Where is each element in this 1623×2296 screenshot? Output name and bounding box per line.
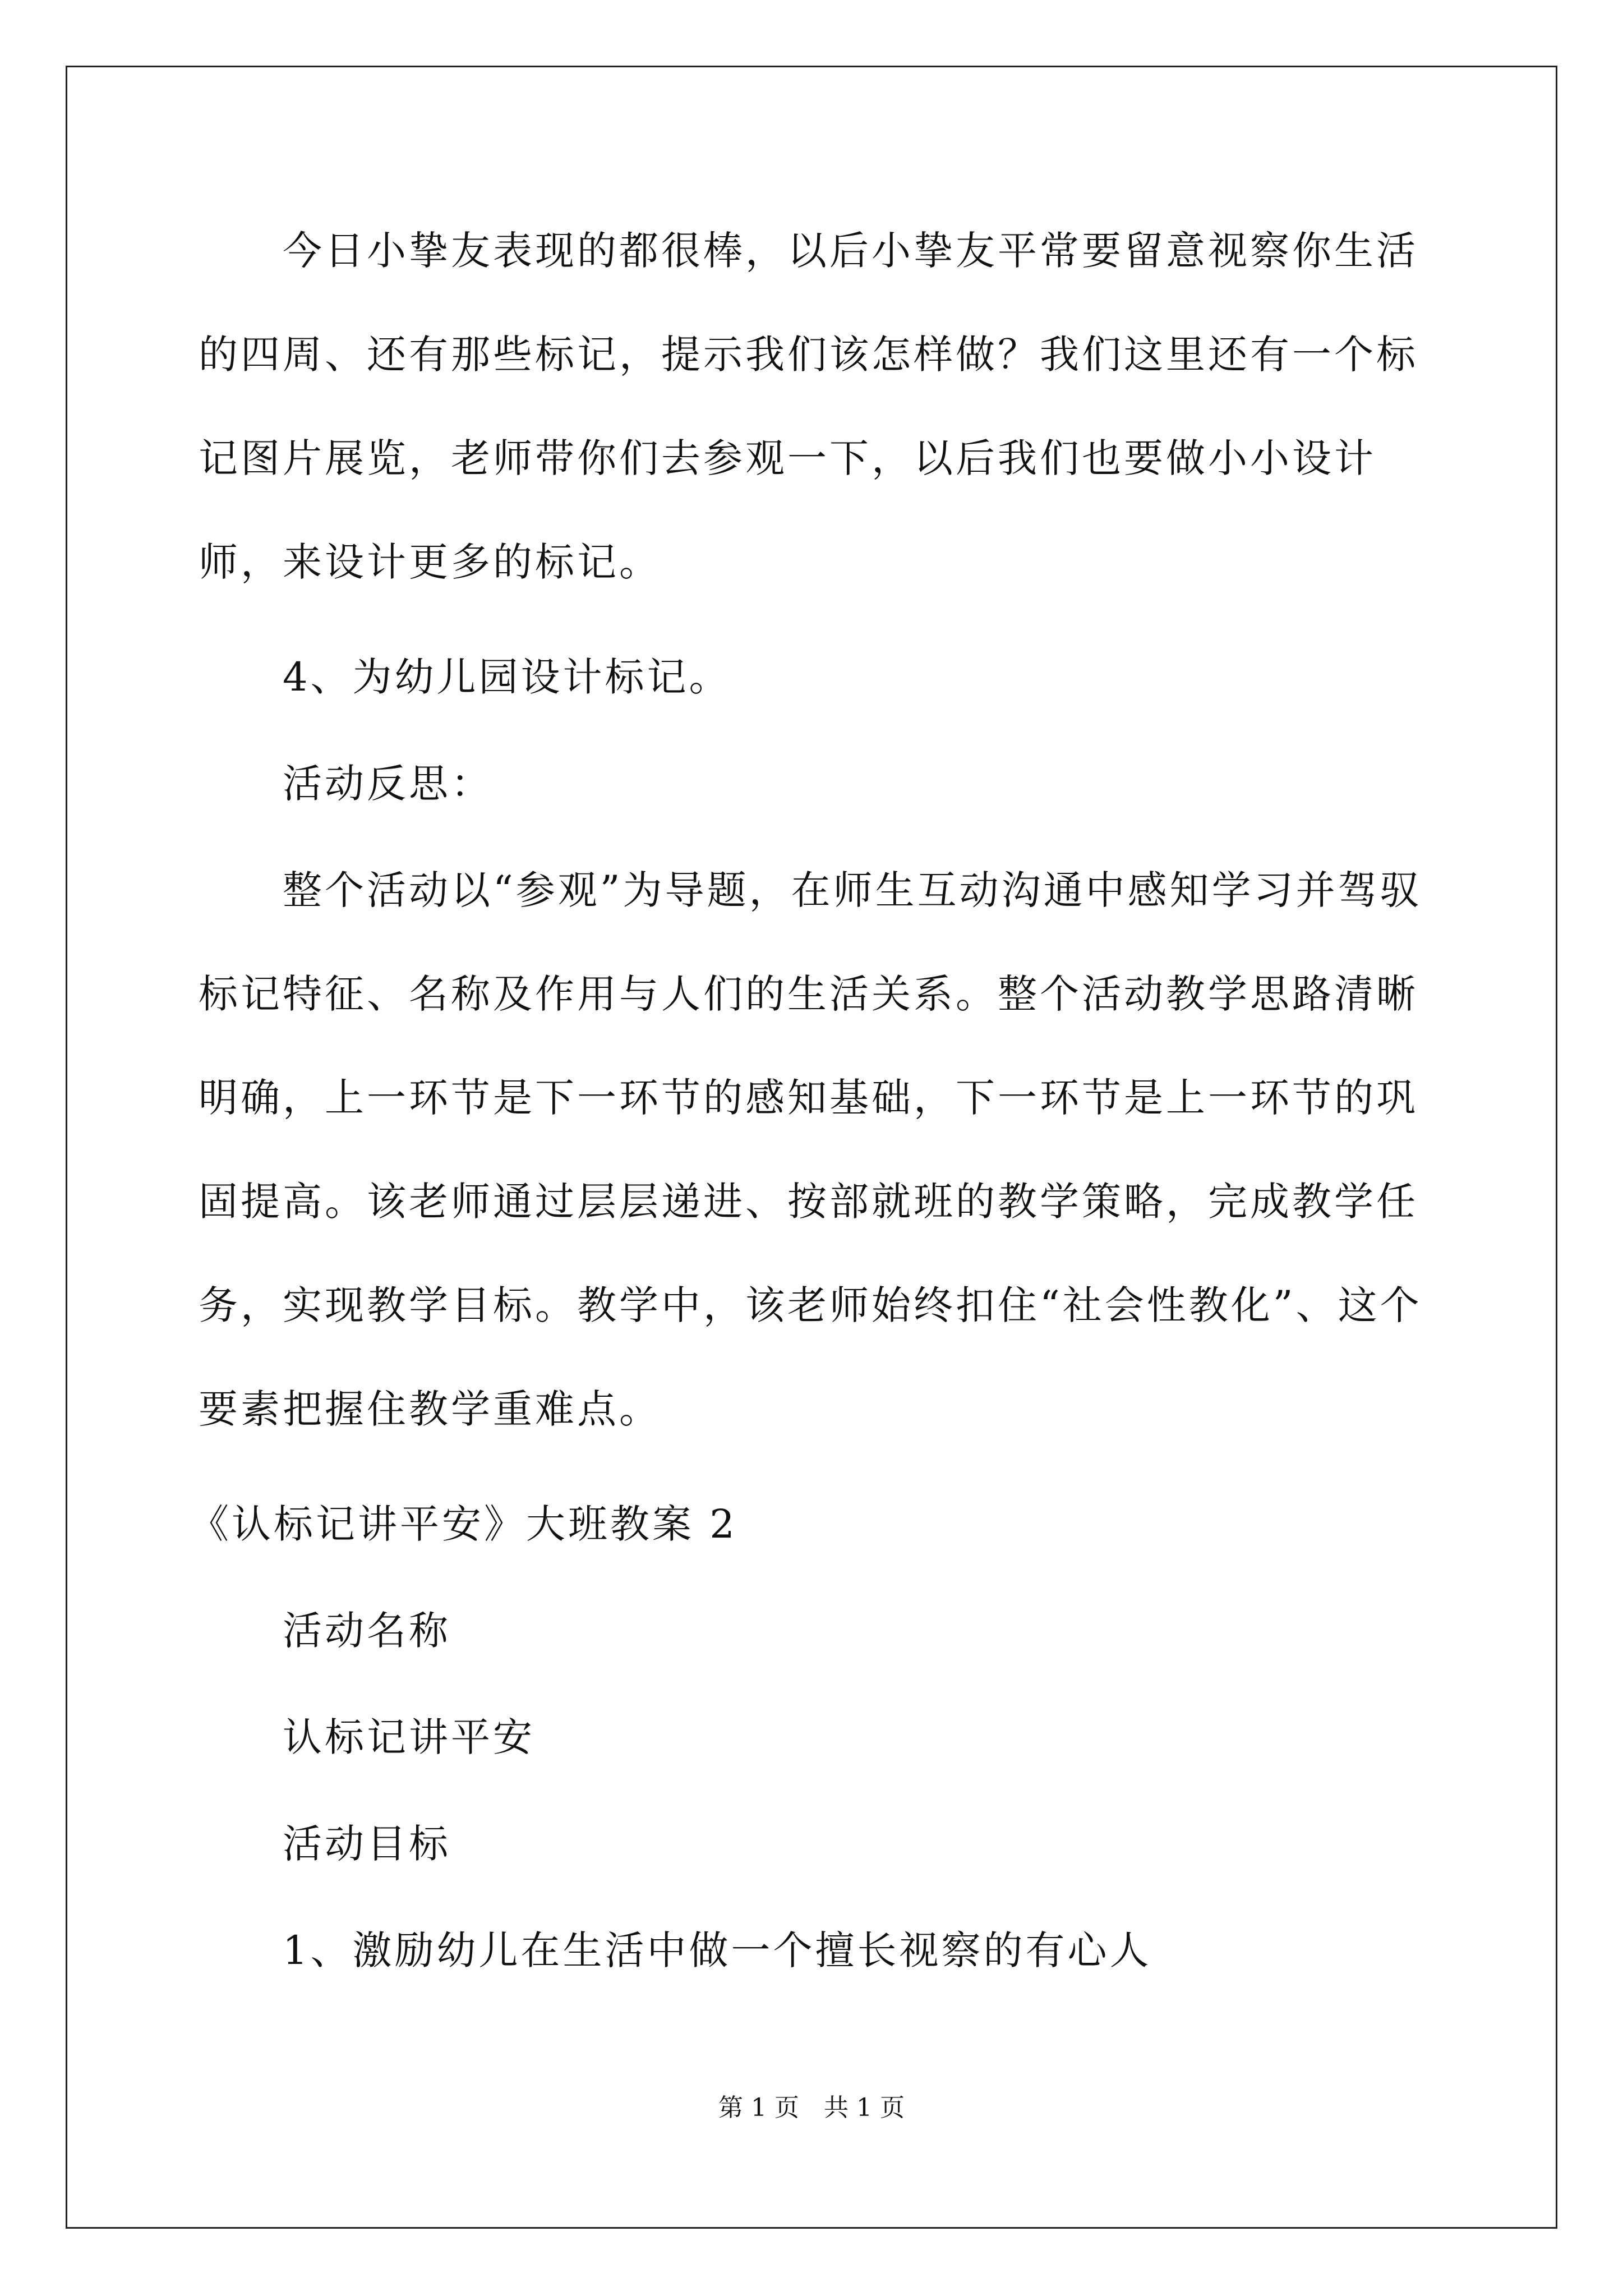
page-footer: 第 1 页 共 1 页	[718, 2093, 905, 2122]
paragraph-reflection-label: 活动反思：	[283, 761, 493, 807]
paragraph-step-4: 4、为幼儿园设计标记。	[283, 654, 731, 700]
section-title: 《认标记讲平安》大班教案 2	[190, 1501, 737, 1547]
paragraph-activity-name-label: 活动名称	[283, 1608, 451, 1654]
paragraph-goal-1: 1、激励幼儿在生活中做一个擅长视察的有心人	[283, 1927, 1152, 1973]
paragraph-intro: 今日小挚友表现的都很棒，以后小挚友平常要留意视察你生活的四周、还有那些标记，提示我们该怎样做？我们这里还有一个标记图片展览，老师带你们去参观一下，以后我们也要做小小设计师，来设计更多的标记。	[199, 228, 1418, 585]
paragraph-activity-name: 认标记讲平安	[283, 1714, 535, 1760]
paragraph-reflection: 整个活动以“参观”为导题，在师生互动沟通中感知学习并驾驭标记特征、名称及作用与人们的生活关系。整个活动教学思路清晰明确，上一环节是下一环节的感知基础，下一环节是上一环节的巩固提高。该老师通过层层递进、按部就班的教学策略，完成教学任务，实现教学目标。教学中，该老师始终扣住“社会性教化”、这个要素把握住教学重难点。	[199, 867, 1422, 1432]
paragraph-activity-goal-label: 活动目标	[283, 1821, 451, 1867]
